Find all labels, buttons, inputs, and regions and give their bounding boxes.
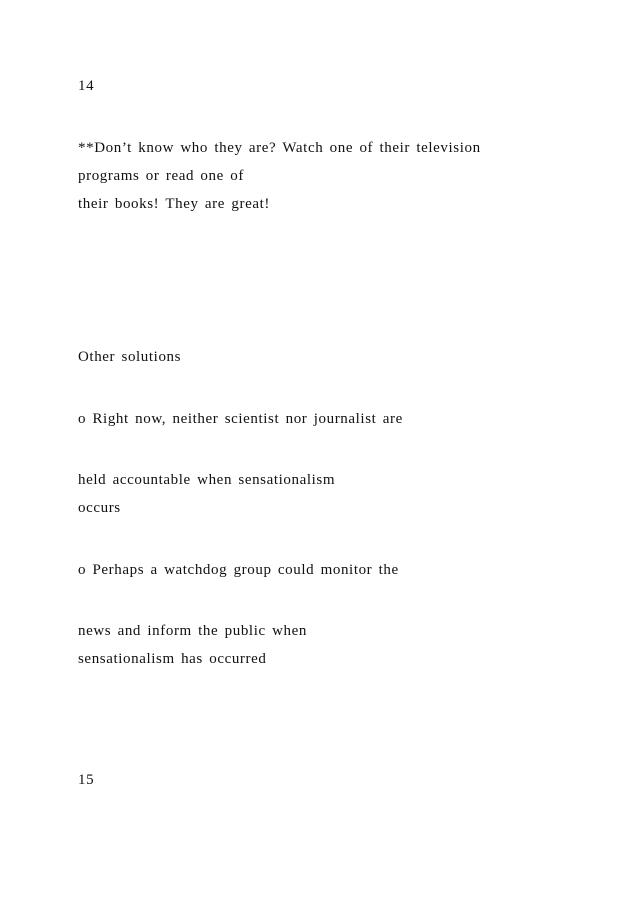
bullet-2-line-2: news and inform the public when bbox=[78, 623, 307, 639]
section-heading: Other solutions bbox=[78, 349, 182, 365]
bullet-1-line-2: held accountable when sensationalism bbox=[78, 472, 336, 488]
note-line-1: **Don’t know who they are? Watch one of their television bbox=[78, 140, 481, 156]
page-number-top: 14 bbox=[78, 78, 95, 94]
bullet-2-line-3: sensationalism has occurred bbox=[78, 651, 267, 667]
bullet-1-line-1: o Right now, neither scientist nor journalist are bbox=[78, 411, 403, 427]
note-line-2: programs or read one of bbox=[78, 168, 244, 184]
bullet-2-line-1: o Perhaps a watchdog group could monitor the bbox=[78, 562, 399, 578]
note-line-3: their books! They are great! bbox=[78, 196, 270, 212]
page-number-bottom: 15 bbox=[78, 772, 95, 788]
bullet-1-line-3: occurs bbox=[78, 500, 121, 516]
